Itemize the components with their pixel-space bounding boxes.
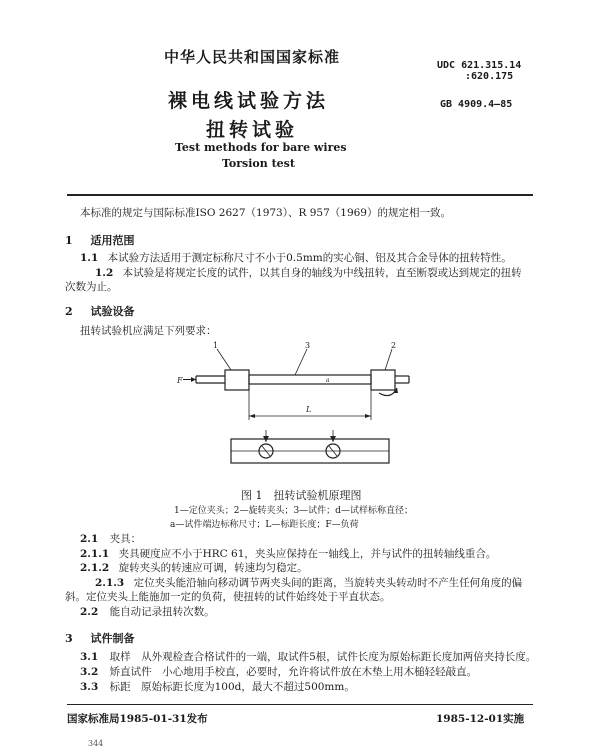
clause-text: 本试验方法适用于测定标称尺寸不小于0.5mm的实心铜、铝及其合金导体的扭转特性。 xyxy=(107,252,512,264)
clause-1-2 xyxy=(65,266,531,294)
rotating-chuck xyxy=(371,370,395,390)
clause-number: 1.1 xyxy=(80,252,99,264)
title-chinese-line-2: 扭转试验 xyxy=(206,119,299,141)
clause-2-2 xyxy=(80,605,215,619)
figure-label-L: L xyxy=(306,405,312,414)
section-title: 适用范围 xyxy=(90,234,135,247)
title-english-line-2: Torsion test xyxy=(222,157,295,170)
effective-date: 1985-12-01实施 xyxy=(436,713,525,725)
leader-3 xyxy=(295,349,307,375)
clause-2-1 xyxy=(80,532,141,546)
dim-arrow-right xyxy=(365,414,371,418)
section-3-heading xyxy=(65,630,135,646)
clause-text: 定位夹头能沿轴向移动调节两夹头间的距离，当旋转夹头转动时不产生任何角度的偏斜。定位夹头上能施加一定的负荷，使扭转的试件始终处于平直状态。 xyxy=(65,577,523,603)
clause-number: 1.2 xyxy=(95,267,114,279)
clause-number: 2.1.2 xyxy=(80,562,110,574)
torsion-machine-diagram xyxy=(175,338,425,468)
clause-text: 矫直试件 小心地用手校直，必要时，允许将试件放在木垫上用木槌轻轻敲直。 xyxy=(109,666,478,678)
publish-date: 国家标准局1985-01-31发布 xyxy=(67,713,208,725)
section-title: 试验设备 xyxy=(90,305,135,318)
clause-number: 2.1.3 xyxy=(95,577,125,589)
figure-title: 图 1 扭转试验机原理图 xyxy=(241,489,362,502)
section-2-intro: 扭转试验机应满足下列要求： xyxy=(80,325,217,337)
clause-number: 2.1.1 xyxy=(80,548,110,560)
header-divider xyxy=(67,194,533,196)
clause-2-1-2 xyxy=(80,561,308,575)
clause-text: 夹具硬度应不小于HRC 61，夹头应保持在一轴线上，并与试件的扭转轴线重合。 xyxy=(118,548,497,560)
clause-3-2 xyxy=(80,665,477,679)
clause-3-3 xyxy=(80,680,355,694)
fixed-chuck xyxy=(225,370,249,390)
standard-organization: 中华人民共和国国家标准 xyxy=(164,48,341,66)
figure-legend-line-1: 1—定位夹头；2—旋转夹头；3—试件；d—试样标称直径； xyxy=(174,506,413,516)
clause-text: 标距 原始标距长度为100d，最大不超过500mm。 xyxy=(109,681,355,693)
section-2-heading xyxy=(65,303,135,319)
section-title: 试件制备 xyxy=(90,632,135,645)
figure-label-2: 2 xyxy=(391,341,397,350)
leader-1 xyxy=(217,349,231,370)
force-arrow-head xyxy=(191,377,196,382)
intro-paragraph: 本标准的规定与国际标准ISO 2627（1973）、R 957（1969）的规定相一致。 xyxy=(80,207,451,219)
section-1-heading xyxy=(65,232,135,248)
leader-2 xyxy=(385,349,392,370)
figure-label-1: 1 xyxy=(213,341,219,350)
section-number: 2 xyxy=(65,305,73,318)
clause-text: 旋转夹头的转速应可调，转速均匀稳定。 xyxy=(118,562,308,574)
specimen xyxy=(249,375,371,384)
clause-1-1 xyxy=(80,251,512,265)
figure-label-a: a xyxy=(326,377,330,384)
clause-number: 2.1 xyxy=(80,533,99,545)
udc-line-2: :620.175 xyxy=(465,71,514,82)
dim-arrow-left xyxy=(249,414,255,418)
clause-2-1-1 xyxy=(80,547,496,561)
footer-divider xyxy=(67,704,533,705)
clause-text: 能自动记录扭转次数。 xyxy=(109,606,215,618)
figure-label-F: F xyxy=(177,376,183,385)
clause-number: 2.2 xyxy=(80,606,99,618)
section-number: 1 xyxy=(65,234,73,247)
page-number: 344 xyxy=(88,739,104,748)
clause-text: 取样 从外观检查合格试件的一端，取试件5根，试件长度为原始标距长度加两倍夹持长度。 xyxy=(109,651,537,663)
udc-line-1: UDC 621.315.14 xyxy=(437,60,522,71)
gb-number: GB 4909.4—85 xyxy=(440,99,513,110)
clause-number: 3.1 xyxy=(80,651,99,663)
figure-label-3: 3 xyxy=(305,341,311,350)
clause-2-1-3 xyxy=(65,576,535,604)
clause-text: 夹具： xyxy=(109,533,142,545)
udc-code xyxy=(437,60,521,82)
clause-3-1 xyxy=(80,650,536,664)
clause-number: 3.3 xyxy=(80,681,99,693)
section-number: 3 xyxy=(65,632,73,645)
figure-legend-line-2: a—试件端边标称尺寸；L—标距长度；F—负荷 xyxy=(170,520,359,530)
title-english-line-1: Test methods for bare wires xyxy=(175,141,347,154)
clause-number: 3.2 xyxy=(80,666,99,678)
clause-text: 本试验是将规定长度的试件，以其自身的轴线为中线扭转，直至断裂或达到规定的扭转次数为止。 xyxy=(65,267,522,293)
title-chinese-line-1: 裸电线试验方法 xyxy=(168,90,330,112)
